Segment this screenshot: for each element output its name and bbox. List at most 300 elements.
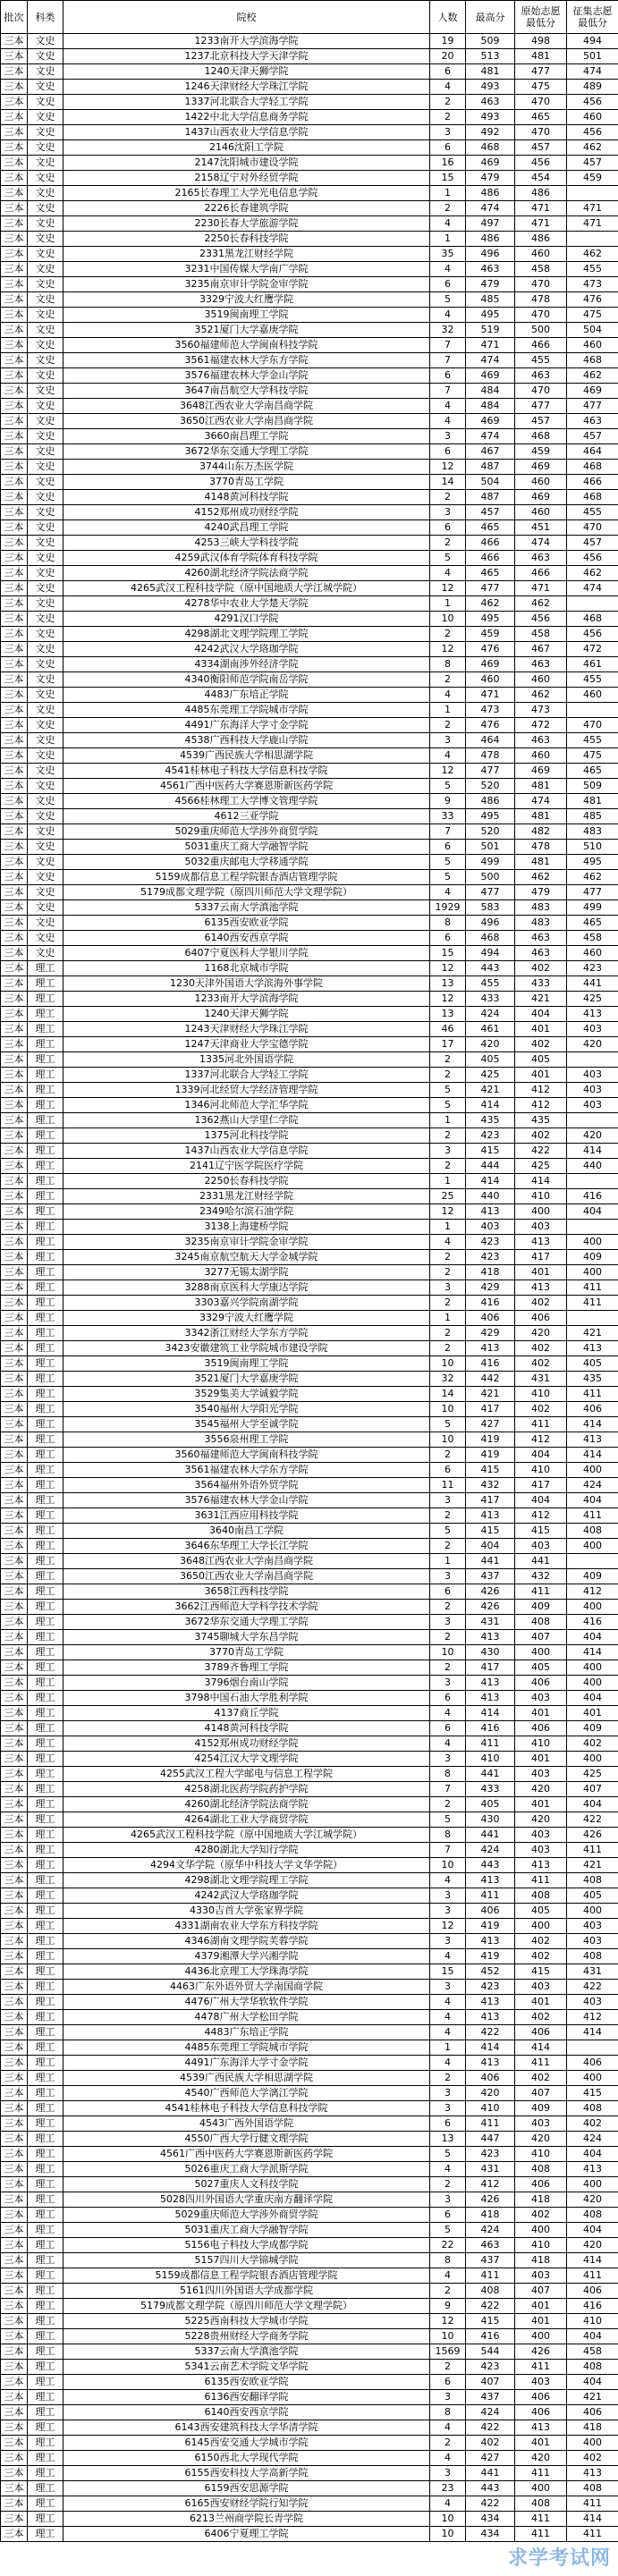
col-school-cell: 4491广东海洋大学寸金学院 bbox=[63, 2056, 430, 2071]
col-school-cell: 4259武汉体育学院体育科技学院 bbox=[63, 551, 430, 566]
col-batch-cell: 三本 bbox=[1, 779, 28, 794]
table-row bbox=[1, 2086, 618, 2101]
col-min-supplementary-cell: 407 bbox=[567, 1782, 618, 1797]
col-category-cell: 文史 bbox=[28, 840, 63, 855]
col-school-cell: 1339河北经贸大学经济管理学院 bbox=[63, 1083, 430, 1098]
table-row bbox=[1, 2451, 618, 2466]
col-category-cell: 理工 bbox=[28, 2086, 63, 2101]
col-min-original-cell: 401 bbox=[515, 1022, 567, 1037]
col-school-cell: 3545福州大学至诚学院 bbox=[63, 1417, 430, 1432]
col-min-original-cell: 400 bbox=[515, 2329, 567, 2344]
col-min-original-cell: 409 bbox=[515, 2101, 567, 2116]
col-count-cell: 2 bbox=[430, 672, 466, 688]
col-min-original-cell: 411 bbox=[515, 2466, 567, 2481]
col-max-score-cell: 425 bbox=[466, 1068, 515, 1083]
col-min-supplementary-cell: 412 bbox=[567, 2010, 618, 2025]
col-min-original-cell: 401 bbox=[515, 1995, 567, 2010]
col-school-cell: 6140西安西京学院 bbox=[63, 931, 430, 946]
col-count-cell: 5 bbox=[430, 2147, 466, 2162]
col-batch-cell: 三本 bbox=[1, 764, 28, 779]
col-min-supplementary-cell: 400 bbox=[567, 1676, 618, 1691]
col-min-original-cell: 468 bbox=[515, 429, 567, 444]
col-batch-cell: 三本 bbox=[1, 672, 28, 688]
col-school-cell: 6165西安财经学院行知学院 bbox=[63, 2496, 430, 2512]
col-school-cell: 5159成都信息工程学院银杏酒店管理学院 bbox=[63, 2268, 430, 2284]
col-school-cell: 3672华东交通大学理工学院 bbox=[63, 444, 430, 460]
col-min-original-cell: 402 bbox=[515, 1949, 567, 1964]
col-school-cell: 4543广西外国语学院 bbox=[63, 2116, 430, 2132]
col-min-original-cell: 498 bbox=[515, 34, 567, 49]
col-count-cell: 5 bbox=[430, 1098, 466, 1113]
col-category-cell: 文史 bbox=[28, 323, 63, 338]
col-max-score-cell: 443 bbox=[466, 961, 515, 976]
col-category-cell: 文史 bbox=[28, 612, 63, 627]
col-category-cell: 理工 bbox=[28, 1417, 63, 1432]
col-category-cell: 理工 bbox=[28, 1159, 63, 1174]
col-category-cell: 理工 bbox=[28, 1326, 63, 1341]
col-max-score-cell: 431 bbox=[466, 1615, 515, 1630]
table-row bbox=[1, 885, 618, 900]
col-school-cell: 3521厦门大学嘉庚学院 bbox=[63, 323, 430, 338]
col-batch-cell: 三本 bbox=[1, 2177, 28, 2192]
col-min-supplementary-cell: 471 bbox=[567, 216, 618, 232]
col-count-cell: 2 bbox=[430, 1600, 466, 1615]
col-max-score-cell: 485 bbox=[466, 292, 515, 308]
col-count-cell: 2 bbox=[430, 1128, 466, 1144]
col-min-original-cell: 406 bbox=[515, 2405, 567, 2420]
col-batch-cell: 三本 bbox=[1, 216, 28, 232]
col-category-cell: 文史 bbox=[28, 201, 63, 216]
col-min-original-cell: 410 bbox=[515, 1463, 567, 1478]
table-row bbox=[1, 2420, 618, 2436]
col-school-cell: 1375河北科技学院 bbox=[63, 1128, 430, 1144]
col-school-cell: 6145西安交通大学城市学院 bbox=[63, 2436, 430, 2451]
col-max-score-cell: 467 bbox=[466, 444, 515, 460]
col-school-cell: 4539广西民族大学相思湖学院 bbox=[63, 2071, 430, 2086]
table-row bbox=[1, 1554, 618, 1569]
col-category-cell: 理工 bbox=[28, 1296, 63, 1311]
col-category-cell: 文史 bbox=[28, 292, 63, 308]
col-batch-cell: 三本 bbox=[1, 1904, 28, 1919]
col-min-original-cell: 405 bbox=[515, 1904, 567, 1919]
col-category-cell: 文史 bbox=[28, 642, 63, 657]
col-school-cell: 1233南开大学滨海学院 bbox=[63, 992, 430, 1007]
col-min-supplementary-cell: 469 bbox=[567, 384, 618, 399]
table-row bbox=[1, 2177, 618, 2192]
col-count-cell: 6 bbox=[430, 1721, 466, 1736]
col-max-score-cell: 466 bbox=[466, 536, 515, 551]
col-count-cell: 1929 bbox=[430, 900, 466, 916]
col-count-cell: 6 bbox=[430, 2116, 466, 2132]
col-min-supplementary-cell: 431 bbox=[567, 1964, 618, 1980]
col-category-cell: 理工 bbox=[28, 1478, 63, 1493]
col-max-score-cell: 463 bbox=[466, 2238, 515, 2253]
col-school-cell: 4561广西中医药大学赛恩斯新医药学院 bbox=[63, 2147, 430, 2162]
col-category-cell: 文史 bbox=[28, 536, 63, 551]
table-row bbox=[1, 1144, 618, 1159]
col-school-cell: 6155西安科技大学高新学院 bbox=[63, 2466, 430, 2481]
col-count-cell: 3 bbox=[430, 2466, 466, 2481]
col-min-supplementary-cell bbox=[567, 1113, 618, 1128]
col-category-cell: 理工 bbox=[28, 2010, 63, 2025]
col-min-original-cell: 481 bbox=[515, 855, 567, 870]
col-school-cell: 3640南昌工学院 bbox=[63, 1524, 430, 1539]
col-max-score-cell: 426 bbox=[466, 2192, 515, 2208]
col-count-cell: 2 bbox=[430, 1326, 466, 1341]
col-batch-cell: 三本 bbox=[1, 323, 28, 338]
col-min-original-cell: 475 bbox=[515, 80, 567, 95]
col-school-cell: 3648江西农业大学南昌商学院 bbox=[63, 1554, 430, 1569]
col-min-original-cell: 410 bbox=[515, 2238, 567, 2253]
col-category-cell: 理工 bbox=[28, 1265, 63, 1280]
table-row bbox=[1, 1508, 618, 1524]
col-batch-cell: 三本 bbox=[1, 551, 28, 566]
table-row bbox=[1, 80, 618, 95]
col-max-score-cell: 466 bbox=[466, 551, 515, 566]
header-col-min-original: 原始志愿最低分 bbox=[515, 1, 567, 34]
table-row bbox=[1, 2496, 618, 2512]
col-min-original-cell: 454 bbox=[515, 171, 567, 186]
col-min-original-cell: 402 bbox=[515, 1341, 567, 1356]
table-row bbox=[1, 1159, 618, 1174]
table-row bbox=[1, 1387, 618, 1402]
col-max-score-cell: 583 bbox=[466, 900, 515, 916]
col-max-score-cell: 443 bbox=[466, 2481, 515, 2496]
col-max-score-cell: 484 bbox=[466, 384, 515, 399]
col-school-cell: 3231中国传媒大学南广学院 bbox=[63, 262, 430, 277]
col-category-cell: 理工 bbox=[28, 2177, 63, 2192]
col-min-original-cell: 418 bbox=[515, 2253, 567, 2268]
col-batch-cell: 三本 bbox=[1, 2451, 28, 2466]
table-row bbox=[1, 1524, 618, 1539]
col-batch-cell: 三本 bbox=[1, 1007, 28, 1022]
col-batch-cell: 三本 bbox=[1, 1098, 28, 1113]
col-category-cell: 理工 bbox=[28, 1615, 63, 1630]
col-category-cell: 理工 bbox=[28, 2071, 63, 2086]
col-min-supplementary-cell: 462 bbox=[567, 870, 618, 885]
col-category-cell: 文史 bbox=[28, 353, 63, 368]
col-school-cell: 3519闽南理工学院 bbox=[63, 1356, 430, 1372]
col-category-cell: 文史 bbox=[28, 110, 63, 125]
col-batch-cell: 三本 bbox=[1, 2360, 28, 2375]
col-batch-cell: 三本 bbox=[1, 1280, 28, 1296]
col-school-cell: 3564福州外语外贸学院 bbox=[63, 1478, 430, 1493]
table-row bbox=[1, 657, 618, 672]
col-category-cell: 文史 bbox=[28, 916, 63, 931]
col-batch-cell: 三本 bbox=[1, 353, 28, 368]
col-category-cell: 理工 bbox=[28, 2208, 63, 2223]
col-batch-cell: 三本 bbox=[1, 186, 28, 201]
table-row bbox=[1, 2040, 618, 2056]
col-min-original-cell: 471 bbox=[515, 216, 567, 232]
watermark-logo: 求学考试网 bbox=[507, 2547, 611, 2570]
col-category-cell: 理工 bbox=[28, 1812, 63, 1828]
table-row bbox=[1, 1767, 618, 1782]
col-max-score-cell: 462 bbox=[466, 596, 515, 612]
table-row bbox=[1, 2284, 618, 2299]
col-school-cell: 4476广州大学华软软件学院 bbox=[63, 1995, 430, 2010]
col-count-cell: 14 bbox=[430, 475, 466, 490]
col-max-score-cell: 478 bbox=[466, 748, 515, 764]
col-count-cell: 5 bbox=[430, 1524, 466, 1539]
col-min-original-cell: 477 bbox=[515, 399, 567, 414]
col-count-cell: 8 bbox=[430, 657, 466, 672]
col-min-supplementary-cell: 404 bbox=[567, 1691, 618, 1706]
table-row bbox=[1, 277, 618, 292]
col-min-original-cell: 406 bbox=[515, 1311, 567, 1326]
col-min-original-cell: 465 bbox=[515, 110, 567, 125]
col-min-supplementary-cell: 416 bbox=[567, 1189, 618, 1204]
table-row bbox=[1, 1037, 618, 1052]
col-category-cell: 理工 bbox=[28, 2040, 63, 2056]
col-min-original-cell: 456 bbox=[515, 156, 567, 171]
col-category-cell: 理工 bbox=[28, 1964, 63, 1980]
col-batch-cell: 三本 bbox=[1, 1508, 28, 1524]
col-min-original-cell: 405 bbox=[515, 1052, 567, 1068]
col-max-score-cell: 419 bbox=[466, 1432, 515, 1448]
col-count-cell: 4 bbox=[430, 1873, 466, 1888]
col-category-cell: 文史 bbox=[28, 520, 63, 536]
col-min-original-cell: 471 bbox=[515, 581, 567, 596]
col-min-original-cell: 413 bbox=[515, 1235, 567, 1250]
table-row bbox=[1, 2375, 618, 2390]
col-count-cell: 2 bbox=[430, 718, 466, 733]
col-category-cell: 理工 bbox=[28, 2162, 63, 2177]
col-category-cell: 文史 bbox=[28, 95, 63, 110]
col-category-cell: 理工 bbox=[28, 1554, 63, 1569]
col-count-cell: 6 bbox=[430, 368, 466, 384]
table-row bbox=[1, 703, 618, 718]
col-count-cell: 4 bbox=[430, 262, 466, 277]
col-min-supplementary-cell: 425 bbox=[567, 992, 618, 1007]
table-row bbox=[1, 475, 618, 490]
col-min-supplementary-cell: 459 bbox=[567, 171, 618, 186]
col-school-cell: 4242武汉大学珞珈学院 bbox=[63, 642, 430, 657]
col-batch-cell: 三本 bbox=[1, 916, 28, 931]
col-min-supplementary-cell: 473 bbox=[567, 277, 618, 292]
col-count-cell: 3 bbox=[430, 505, 466, 520]
col-category-cell: 理工 bbox=[28, 1204, 63, 1220]
col-school-cell: 3560福建师范大学闽南科技学院 bbox=[63, 338, 430, 353]
col-min-supplementary-cell bbox=[567, 596, 618, 612]
col-school-cell: 3745聊城大学东昌学院 bbox=[63, 1630, 430, 1645]
table-row bbox=[1, 931, 618, 946]
col-school-cell: 3798中国石油大学胜利学院 bbox=[63, 1691, 430, 1706]
col-max-score-cell: 411 bbox=[466, 2268, 515, 2284]
col-max-score-cell: 496 bbox=[466, 247, 515, 262]
col-batch-cell: 三本 bbox=[1, 232, 28, 247]
table-row bbox=[1, 2466, 618, 2481]
col-count-cell: 6 bbox=[430, 1691, 466, 1706]
col-min-original-cell: 470 bbox=[515, 277, 567, 292]
col-count-cell: 10 bbox=[430, 1432, 466, 1448]
col-min-original-cell: 486 bbox=[515, 186, 567, 201]
col-category-cell: 理工 bbox=[28, 2512, 63, 2527]
col-batch-cell: 三本 bbox=[1, 1083, 28, 1098]
col-min-supplementary-cell: 400 bbox=[567, 2071, 618, 2086]
table-row bbox=[1, 1949, 618, 1964]
col-min-supplementary-cell: 415 bbox=[567, 2086, 618, 2101]
col-min-original-cell: 407 bbox=[515, 1630, 567, 1645]
col-min-original-cell: 463 bbox=[515, 733, 567, 748]
col-max-score-cell: 419 bbox=[466, 1919, 515, 1934]
col-school-cell: 5031重庆工商大学融智学院 bbox=[63, 840, 430, 855]
col-batch-cell: 三本 bbox=[1, 1493, 28, 1508]
col-category-cell: 文史 bbox=[28, 156, 63, 171]
col-count-cell: 4 bbox=[430, 2496, 466, 2512]
col-category-cell: 理工 bbox=[28, 1569, 63, 1584]
col-school-cell: 2230长春大学旅游学院 bbox=[63, 216, 430, 232]
col-count-cell: 4 bbox=[430, 399, 466, 414]
col-count-cell: 3 bbox=[430, 125, 466, 140]
col-count-cell: 5 bbox=[430, 1417, 466, 1432]
col-min-supplementary-cell: 460 bbox=[567, 110, 618, 125]
col-max-score-cell: 465 bbox=[466, 520, 515, 536]
col-category-cell: 理工 bbox=[28, 2116, 63, 2132]
table-row bbox=[1, 1402, 618, 1417]
table-row bbox=[1, 1630, 618, 1645]
col-min-original-cell: 402 bbox=[515, 1296, 567, 1311]
col-school-cell: 4265武汉工程科技学院（原中国地质大学江城学院） bbox=[63, 581, 430, 596]
col-batch-cell: 三本 bbox=[1, 870, 28, 885]
col-min-supplementary-cell: 462 bbox=[567, 368, 618, 384]
col-category-cell: 理工 bbox=[28, 2299, 63, 2314]
col-category-cell: 文史 bbox=[28, 171, 63, 186]
col-count-cell: 3 bbox=[430, 2192, 466, 2208]
table-row bbox=[1, 1478, 618, 1493]
col-batch-cell: 三本 bbox=[1, 1372, 28, 1387]
col-min-supplementary-cell: 414 bbox=[567, 1144, 618, 1159]
col-batch-cell: 三本 bbox=[1, 2405, 28, 2420]
col-max-score-cell: 411 bbox=[466, 1736, 515, 1752]
col-batch-cell: 三本 bbox=[1, 2071, 28, 2086]
col-school-cell: 4264湖北工业大学商贸学院 bbox=[63, 1812, 430, 1828]
col-category-cell: 文史 bbox=[28, 277, 63, 292]
col-min-supplementary-cell: 403 bbox=[567, 1919, 618, 1934]
col-min-supplementary-cell: 477 bbox=[567, 885, 618, 900]
col-min-supplementary-cell bbox=[567, 2040, 618, 2056]
col-category-cell: 理工 bbox=[28, 1432, 63, 1448]
col-count-cell: 2 bbox=[430, 2071, 466, 2086]
col-min-supplementary-cell: 404 bbox=[567, 2375, 618, 2390]
header-col-school: 院校 bbox=[63, 1, 430, 34]
table-row bbox=[1, 1311, 618, 1326]
col-min-supplementary-cell: 411 bbox=[567, 1387, 618, 1402]
col-max-score-cell: 416 bbox=[466, 1296, 515, 1311]
col-min-original-cell: 407 bbox=[515, 2086, 567, 2101]
col-min-original-cell: 463 bbox=[515, 368, 567, 384]
col-min-original-cell: 402 bbox=[515, 1934, 567, 1949]
table-row bbox=[1, 399, 618, 414]
col-category-cell: 理工 bbox=[28, 1767, 63, 1782]
col-school-cell: 4346湖南文理学院芙蓉学院 bbox=[63, 1934, 430, 1949]
col-category-cell: 理工 bbox=[28, 1098, 63, 1113]
col-count-cell: 7 bbox=[430, 384, 466, 399]
col-school-cell: 4485东莞理工学院城市学院 bbox=[63, 2040, 430, 2056]
col-max-score-cell: 424 bbox=[466, 1007, 515, 1022]
col-min-original-cell: 412 bbox=[515, 1432, 567, 1448]
col-count-cell: 3 bbox=[430, 1615, 466, 1630]
col-max-score-cell: 442 bbox=[466, 1372, 515, 1387]
col-category-cell: 理工 bbox=[28, 1022, 63, 1037]
col-batch-cell: 三本 bbox=[1, 1144, 28, 1159]
col-min-supplementary-cell: 414 bbox=[567, 2512, 618, 2527]
col-min-original-cell: 467 bbox=[515, 642, 567, 657]
col-min-original-cell: 474 bbox=[515, 794, 567, 809]
col-school-cell: 5157四川大学锦城学院 bbox=[63, 2253, 430, 2268]
col-category-cell: 文史 bbox=[28, 566, 63, 581]
col-max-score-cell: 404 bbox=[466, 1539, 515, 1554]
col-school-cell: 4485东莞理工学院城市学院 bbox=[63, 703, 430, 718]
col-school-cell: 4538广西科技大学鹿山学院 bbox=[63, 733, 430, 748]
table-row bbox=[1, 551, 618, 566]
col-count-cell: 6 bbox=[430, 2208, 466, 2223]
col-min-supplementary-cell: 468 bbox=[567, 490, 618, 505]
col-count-cell: 8 bbox=[430, 916, 466, 931]
table-row bbox=[1, 946, 618, 961]
table-row bbox=[1, 1904, 618, 1919]
col-min-supplementary-cell bbox=[567, 232, 618, 247]
table-row bbox=[1, 2405, 618, 2420]
col-school-cell: 3650江西农业大学南昌商学院 bbox=[63, 1569, 430, 1584]
col-max-score-cell: 492 bbox=[466, 125, 515, 140]
col-min-supplementary-cell: 474 bbox=[567, 64, 618, 80]
col-min-original-cell: 408 bbox=[515, 1615, 567, 1630]
header-col-batch: 批次 bbox=[1, 1, 28, 34]
col-count-cell: 9 bbox=[430, 794, 466, 809]
col-batch-cell: 三本 bbox=[1, 1584, 28, 1600]
table-row bbox=[1, 186, 618, 201]
col-batch-cell: 三本 bbox=[1, 1387, 28, 1402]
col-min-supplementary-cell: 413 bbox=[567, 1341, 618, 1356]
col-min-supplementary-cell: 456 bbox=[567, 627, 618, 642]
table-row bbox=[1, 1341, 618, 1356]
col-count-cell: 8 bbox=[430, 2253, 466, 2268]
col-batch-cell: 三本 bbox=[1, 125, 28, 140]
col-count-cell: 1 bbox=[430, 703, 466, 718]
table-row bbox=[1, 1980, 618, 1995]
col-min-supplementary-cell: 403 bbox=[567, 1022, 618, 1037]
col-min-supplementary-cell: 418 bbox=[567, 2420, 618, 2436]
col-min-supplementary-cell: 420 bbox=[567, 1128, 618, 1144]
col-school-cell: 5228贵州财经大学商务学院 bbox=[63, 2329, 430, 2344]
col-min-original-cell: 400 bbox=[515, 2481, 567, 2496]
col-school-cell: 3521厦门大学嘉庚学院 bbox=[63, 1372, 430, 1387]
col-category-cell: 理工 bbox=[28, 2329, 63, 2344]
table-row bbox=[1, 961, 618, 976]
col-max-score-cell: 486 bbox=[466, 232, 515, 247]
col-min-original-cell: 403 bbox=[515, 2116, 567, 2132]
col-school-cell: 4566桂林理工大学博文管理学院 bbox=[63, 794, 430, 809]
col-count-cell: 2 bbox=[430, 1250, 466, 1265]
col-batch-cell: 三本 bbox=[1, 201, 28, 216]
col-min-supplementary-cell: 403 bbox=[567, 1098, 618, 1113]
col-max-score-cell: 495 bbox=[466, 612, 515, 627]
col-min-supplementary-cell: 408 bbox=[567, 2101, 618, 2116]
col-category-cell: 理工 bbox=[28, 1037, 63, 1052]
col-count-cell: 7 bbox=[430, 824, 466, 840]
col-batch-cell: 三本 bbox=[1, 1843, 28, 1858]
col-category-cell: 理工 bbox=[28, 1113, 63, 1128]
col-min-original-cell: 400 bbox=[515, 1645, 567, 1660]
col-school-cell: 4539广西民族大学相思湖学院 bbox=[63, 748, 430, 764]
col-category-cell: 文史 bbox=[28, 399, 63, 414]
col-batch-cell: 三本 bbox=[1, 2390, 28, 2405]
col-max-score-cell: 497 bbox=[466, 216, 515, 232]
col-max-score-cell: 476 bbox=[466, 642, 515, 657]
col-category-cell: 文史 bbox=[28, 885, 63, 900]
col-min-supplementary-cell: 456 bbox=[567, 125, 618, 140]
